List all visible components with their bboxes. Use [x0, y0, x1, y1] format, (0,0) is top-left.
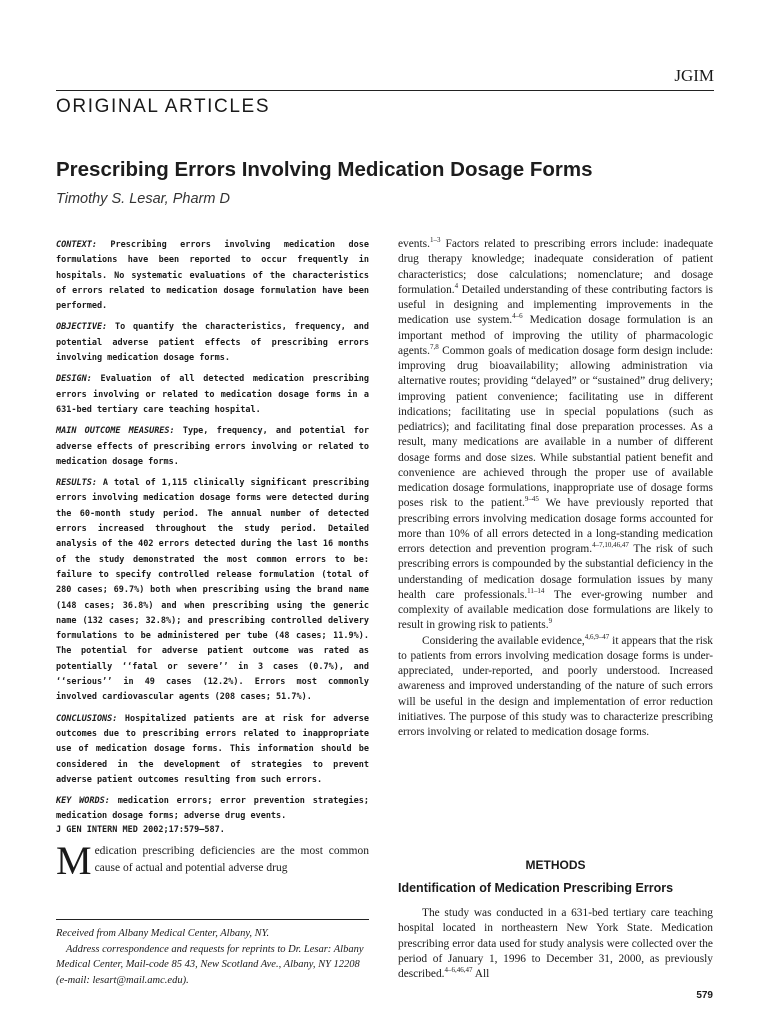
- intro-text: edication prescribing deficiencies are the most common cause of actual and potential adverse drug: [94, 845, 369, 874]
- header-rule: [56, 90, 714, 91]
- abstract-keywords: [56, 794, 369, 825]
- body-text: The study was conducted in a 631-bed tertiary care teaching hospital located in northeastern New York State. Medication prescribing error data used for study analysis were collected over the period of January 1, 1996 to December 31, 2000, as previously described.: [398, 907, 713, 981]
- section-heading: ORIGINAL ARTICLES: [56, 96, 271, 117]
- abstract-label: CONCLUSIONS:: [56, 713, 118, 724]
- reference-superscript: 4–6,46,47: [444, 966, 473, 975]
- abstract-context: [56, 238, 369, 314]
- reference-superscript: 4,6,9–47: [584, 632, 610, 641]
- methods-heading: METHODS: [525, 858, 586, 872]
- methods-subheading: Identification of Medication Prescribing Errors: [398, 881, 674, 895]
- footnote-rule: [56, 919, 369, 920]
- reference-superscript: 11–14: [527, 586, 545, 595]
- intro-paragraph: [56, 838, 369, 883]
- page-number: 579: [696, 990, 713, 1001]
- abstract-results: [56, 476, 369, 705]
- body-text: Detailed understanding of these contributing factors is useful in designing and implementing improvements in the medication use system.: [398, 283, 713, 327]
- abstract-text: Evaluation of all detected medication prescribing errors involving or related to medication dosage forms in a 631-bed tertiary care teaching hospital.: [56, 374, 369, 415]
- body-column: [398, 237, 713, 740]
- body-paragraph: [398, 634, 713, 741]
- body-text: events.: [398, 238, 430, 250]
- reference-superscript: 1–3: [429, 236, 441, 245]
- footnote-address: Address correspondence and requests for reprints to Dr. Lesar: Albany Medical Center, Mail-code 85 43, New Scotland Ave., Albany, NY 12208 (e-mail: lesart@mail.amc.edu).: [56, 943, 364, 986]
- abstract-conclusions: [56, 712, 369, 788]
- reference-superscript: 7,8: [429, 342, 439, 351]
- reference-superscript: 9–45: [524, 495, 539, 504]
- abstract-measures: [56, 424, 369, 470]
- body-text: it appears that the risk to patients from errors involving medication dosage forms is under-appreciated, under-reported, and poorly understood. Increased awareness and improved understanding of the nature of such errors will be useful in the design and implementation of error reduction initiatives. The purpose of this study was to characterize prescribing errors involving or related to medication dosage forms.: [398, 634, 714, 738]
- abstract-text: medication errors; error prevention strategies; medication dosage forms; adverse drug events.: [56, 796, 369, 822]
- abstract-label: MAIN OUTCOME MEASURES:: [56, 426, 175, 437]
- reference-superscript: 4–6: [512, 312, 523, 321]
- body-text: Common goals of medication dosage form design include: improving drug bioavailability; allowing administration via alternative routes; providing “delayed” or “sustained” drug delivery; improving patient convenience; facilitating use in different indications; facilitating use in special populations (such as pediatrics); and facilitating final dose preparation processes. As a result, many medications are available in a number of different dosage forms and dose sizes. While substantial patient benefit and convenience are achieved through the proper use of available medication dosage formulations, inappropriate use of dosage forms poses risk to the patient.: [398, 344, 713, 510]
- drop-cap: M: [56, 838, 92, 883]
- reference-superscript: 4: [454, 281, 459, 290]
- body-paragraph: [398, 237, 713, 634]
- abstract-text: A total of 1,115 clinically significant prescribing errors involving medication dosage forms were detected during the 60-month study period. The annual number of detected errors increased throughout the study period. Detailed analysis of the 402 errors detected during the last 16 months of the study demonstrated the most common errors to be: failure to specify controlled release formulation (total of 280 cases; 69.7%) both when prescribing using the brand name (148 cases; 36.8%) and when prescribing using the generic name (132 cases; 32.8%); and prescribing controlled delivery formulations to be administered per tube (48 cases; 11.9%). The potential for adverse patient outcome was rated as potentially ‘‘fatal or severe’’ in 3 cases (0.7%), and ‘‘serious’’ in 49 cases (12.2%). Errors most commonly involved cardiovascular agents (208 cases; 51.7%).: [56, 478, 369, 703]
- abstract-label: CONTEXT:: [56, 240, 97, 250]
- abstract-text: To quantify the characteristics, frequency, and potential adverse patient effects of prescribing errors involving medication dosage forms.: [56, 322, 369, 364]
- journal-name: JGIM: [674, 66, 714, 85]
- abstract-text: Type, frequency, and potential for adverse effects of prescribing errors involving or related to medication dosage forms.: [56, 426, 369, 467]
- body-text: All: [472, 968, 490, 981]
- abstract-label: DESIGN:: [56, 374, 92, 385]
- abstract-label: OBJECTIVE:: [56, 322, 108, 333]
- abstract-label: RESULTS:: [56, 478, 97, 489]
- body-paragraph: [398, 906, 713, 982]
- body-text: We have previously reported that prescribing errors involving medication dosage forms accounted for more than 10% of all errors detected in a long-standing medication errors detection and prevention program.: [398, 497, 713, 555]
- abstract-design: [56, 372, 369, 418]
- abstract-objective: [56, 320, 369, 366]
- abstract-text: Prescribing errors involving medication dose formulations have been reported to occur frequently in hospitals. No systematic evaluations of the characteristics of errors related to medication dosage formulation have been performed.: [56, 240, 369, 312]
- body-text: The risk of such prescribing errors is compounded by the substantial deficiency in the understanding of medication dosage formulation issues by many health care professionals.: [398, 543, 713, 601]
- methods-body: [398, 906, 713, 982]
- body-text: Medication dosage formulation is an important method of improving the utility of pharmacologic agents.: [398, 314, 713, 357]
- abstract-label: KEY WORDS:: [56, 796, 110, 807]
- footnote: [56, 926, 369, 988]
- footnote-received: Received from Albany Medical Center, Albany, NY.: [56, 928, 270, 939]
- body-text: The ever-growing number and complexity of available medication dose formulations are likely to result in growing risk to patients.: [398, 588, 713, 632]
- reference-superscript: 9: [548, 617, 553, 626]
- article-author: Timothy S. Lesar, Pharm D: [56, 191, 230, 207]
- journal-citation: J GEN INTERN MED 2002;17:579–587.: [56, 824, 225, 835]
- body-text: Considering the available evidence,: [422, 634, 585, 647]
- abstract-text: Hospitalized patients are at risk for adverse outcomes due to prescribing errors related to inappropriate use of medication dosage forms. This information should be considered in the development of strategies to prevent adverse patient outcomes resulting from such errors.: [56, 713, 369, 785]
- abstract: [56, 238, 369, 838]
- body-text: Factors related to prescribing errors include: inadequate drug therapy knowledge; inadequate consideration of patient characteristics; dose calculations; nomenclature; and dosage formulation.: [398, 238, 713, 296]
- reference-superscript: 4–7,10,46,47: [592, 541, 629, 550]
- article-title: Prescribing Errors Involving Medication Dosage Forms: [56, 158, 593, 181]
